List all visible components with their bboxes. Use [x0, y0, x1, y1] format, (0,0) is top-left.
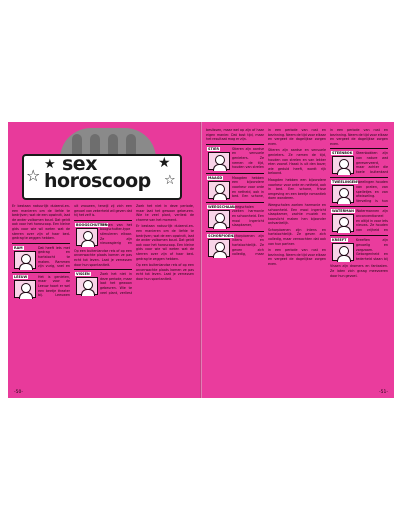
- paragraph: Stieren zijn aardse en sensuele genieters. Ze nemen de tijd, houden van strelen en van lekker eten vooraf. Haast is uit den boze; wie geduld heeft, wordt rijk beloond.: [268, 148, 326, 176]
- left-page: [8, 122, 200, 398]
- paragraph: Er bestaan natuurlijk duizend-en-een manieren om de liefde te bedrijven; wat de een opwindt, laat de ander volkomen koud. Dat geldt ook voor het horoscoop. Een kleine gids voor wie wil weten wat de sterren over zijn of haar bed-gedrag te zeggen hebben.: [136, 224, 194, 261]
- paragraph: in een periode van rust en bezinning. Neem de tijd voor elkaar en vergeet de dagelijkse zorgen even.: [268, 128, 326, 146]
- sign-block-maagd: [206, 173, 264, 199]
- paragraph: Maagden hebben een bijzondere voorkeur voor orde en netheid, ook in bed. Een schone, frisse omgeving en een beetje romantiek doen wonderen.: [268, 177, 326, 201]
- maagd-illustration: [208, 181, 230, 199]
- magazine-spread: [8, 122, 394, 398]
- sign-text-maagd: Maagden hebben een bijzondere voorkeur voor orde en netheid, ook in bed. Een schone,: [232, 175, 264, 199]
- kreeft-illustration: [332, 243, 354, 261]
- stier-illustration: [208, 152, 230, 170]
- sign-label-boogschutter: BOOGSCHUTTER: [76, 222, 108, 227]
- sign-block-boogschutter: [74, 220, 132, 246]
- right-column-3: [330, 128, 388, 280]
- sign-block-ram: [12, 243, 70, 269]
- right-column-2: [268, 128, 326, 269]
- sign-label-maagd: MAAGD: [208, 175, 223, 180]
- sign-block-kreeft: [330, 235, 388, 261]
- paragraph: in een periode van rust en bezinning. Neem de tijd voor elkaar en vergeet de dagelijkse zorgen even.: [268, 248, 326, 267]
- sign-block-vissen: [74, 269, 132, 295]
- sign-block-tweelingen: [330, 177, 388, 203]
- sign-text-ram: Dat heeft iets met gedrag en hartstocht te maken. Rammen zijn vurig, snel en: [38, 245, 70, 269]
- vissen-illustration: [76, 277, 98, 295]
- pentagram-icon: ☆: [164, 173, 176, 188]
- star-icon: ★: [158, 155, 171, 171]
- sign-block-leeuw: [12, 272, 70, 298]
- sign-text-weegschaal: Weegschalen zoeken harmonie en schoonheid. Een mooi ingericht slaapkamer,: [232, 204, 264, 228]
- intro-paragraph: Er bestaan natuurlijk duizend-en-een manieren om de liefde te bedrijven; wat de een opwindt, laat de ander volkomen koud. Dat geldt ook voor het horoscoop. Een kleine gids voor wie wil weten wat de sterren over zijn of haar bed-gedrag te zeggen hebben.: [12, 204, 70, 241]
- sign-block-schorpioen: [206, 231, 264, 257]
- paragraph: uit vrouwen, terwijl zij zich een gevoel van zekerheid wil geven dat hij het zelf is.: [74, 204, 132, 218]
- schorpioen-illustration: [208, 239, 230, 257]
- page-number: -51-: [379, 390, 388, 395]
- sign-label-stier: STIER: [208, 146, 219, 151]
- paragraph: Vissen zijn dromers en fantasten. Ze laten zich graag meevoeren door hun gevoel.: [330, 264, 388, 278]
- title-line-1: sex: [62, 153, 97, 175]
- paragraph: Op een buitenlandse reis of op een onverwachte plaats komen ze pas echt tot leven. Laat je verrassen door hun spontaniteit.: [74, 248, 132, 267]
- paragraph: Op een buitenlandse reis of op een onverwachte plaats komen ze pas echt tot leven. Laat je verrassen door hun spontaniteit.: [136, 263, 194, 281]
- horoscope-logo: [22, 128, 182, 200]
- sign-block-steenbok: [330, 148, 388, 174]
- sign-text-boogschutter: Mensen van het boogschutter-type stimuleren elkaar. Ze zijn nieuwsgierig en: [100, 222, 132, 246]
- left-column-3: [136, 204, 194, 284]
- paragraph: beslissen, maar wel op zijn of haar eigen manier. Dat kost tijd, maar het resultaat mag er zijn.: [206, 128, 264, 142]
- sign-text-waterman: Watermannen zijn onconventioneel en altijd in voor iets nieuws. Ze houden van vrijheid en: [356, 209, 388, 232]
- sign-label-leeuw: LEEUW: [14, 274, 28, 279]
- title-line-2: horoscoop: [44, 170, 151, 192]
- boogschutter-illustration: [76, 228, 98, 246]
- paragraph: Schorpioenen zijn intens en hartstochtelijk. Ze geven zich volledig, maar verwachten dat ook van hun partner.: [268, 227, 326, 246]
- star-icon: ★: [44, 157, 56, 172]
- weegschaal-illustration: [208, 210, 230, 228]
- left-column-1: [12, 204, 70, 301]
- sign-text-vissen: Zoek het niet in deze periode, maar laat het gewoon gebeuren. Wie te veel plant, verliest: [100, 272, 132, 295]
- sign-block-weegschaal: [206, 202, 264, 228]
- sign-text-leeuw: Het is genieten, maar voor de Leeuw hoort er wel een beetje theater bij. Leeuwen: [38, 274, 70, 298]
- tweelingen-illustration: [332, 185, 354, 203]
- sign-block-waterman: [330, 206, 388, 232]
- sign-label-ram: RAM: [14, 245, 23, 250]
- sign-label-waterman: WATERMAN: [332, 209, 355, 214]
- sign-text-stier: Stieren zijn aardse en sensuele genieters. Ze nemen de tijd, houden van strelen: [232, 146, 264, 170]
- ram-illustration: [14, 251, 36, 269]
- sign-text-kreeft: Kreeften zijn gevoelig en zorgzaam. Geborgenheid en tederheid staan bij: [356, 238, 388, 261]
- steenbok-illustration: [332, 156, 354, 174]
- sign-label-steenbok: STEENBOK: [332, 151, 353, 156]
- waterman-illustration: [332, 214, 354, 232]
- sign-label-kreeft: KREEFT: [332, 238, 347, 243]
- left-column-2: [74, 204, 132, 298]
- sign-label-tweelingen: TWEELINGEN: [332, 180, 357, 185]
- leeuw-illustration: [14, 280, 36, 298]
- sign-text-schorpioen: Schorpioenen zijn intens en hartstochtelijk. Ze geven zich volledig, maar: [232, 233, 264, 257]
- page-title: [44, 153, 182, 192]
- page-number: -50-: [14, 390, 23, 395]
- sign-label-weegschaal: WEEGSCHAAL: [208, 204, 235, 209]
- paragraph: Zoek het niet in deze periode, maar laat het gewoon gebeuren. Wie te veel plant, verliest de charme van het moment.: [136, 204, 194, 222]
- right-page: [202, 122, 394, 398]
- paragraph: Weegschalen zoeken harmonie en schoonheid. Een mooi ingericht slaapkamer, zachte muziek en kaarslicht maken hen bijzonder ontvankelijk.: [268, 202, 326, 226]
- pentagram-icon: ☆: [26, 166, 41, 185]
- sign-text-tweelingen: Tweelingen houden van praten, van spelletjes en van afwisseling. Verveling is hun: [356, 180, 388, 203]
- paragraph: in een periode van rust en bezinning. Neem de tijd voor elkaar en vergeet de dagelijkse zorgen even.: [330, 128, 388, 146]
- sign-block-stier: [206, 144, 264, 170]
- sign-label-vissen: VISSEN: [76, 272, 90, 277]
- sign-text-steenbok: Steenbokken zijn van nature wat gereserveerd, maar achter die koele buitenkant: [356, 151, 388, 174]
- right-column-1: [206, 128, 264, 260]
- sign-label-schorpioen: SCHORPIOEN: [208, 233, 234, 238]
